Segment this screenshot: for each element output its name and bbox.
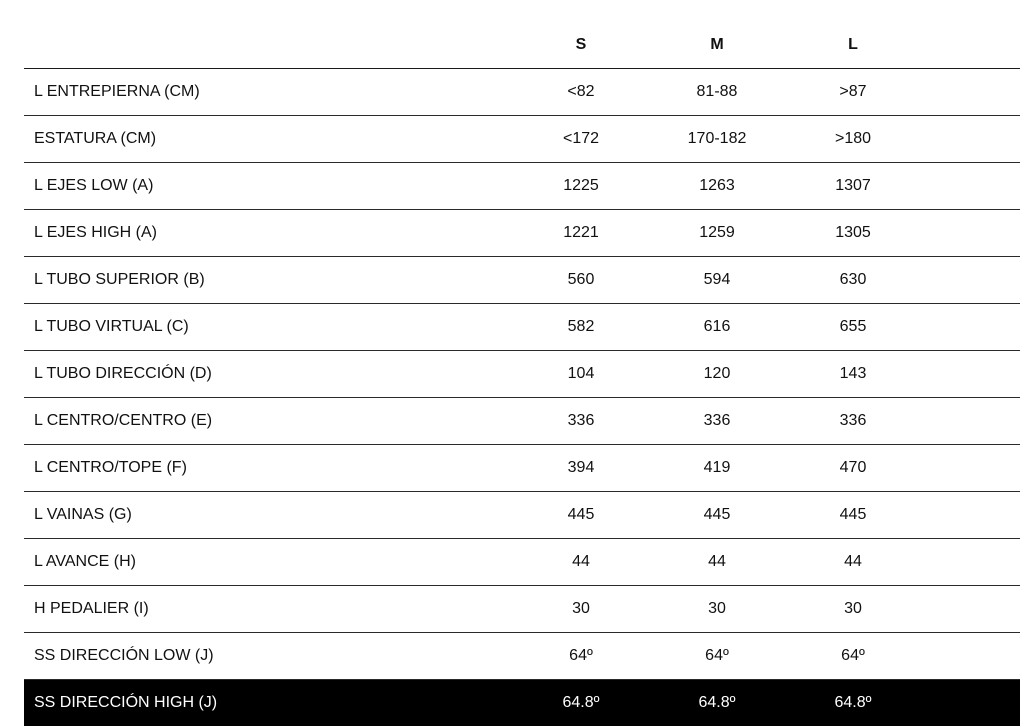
value-size-l: 470 <box>798 445 908 492</box>
value-size-l: 44 <box>798 539 908 586</box>
empty-cell <box>908 210 1020 257</box>
value-size-m: 445 <box>636 492 798 539</box>
value-size-l: 655 <box>798 304 908 351</box>
value-size-l: >180 <box>798 116 908 163</box>
value-size-s: 394 <box>526 445 636 492</box>
header-empty-column <box>908 22 1020 69</box>
value-size-s: <82 <box>526 69 636 116</box>
row-label: L CENTRO/TOPE (F) <box>24 445 526 492</box>
empty-cell <box>908 633 1020 680</box>
row-label: L ENTREPIERNA (CM) <box>24 69 526 116</box>
row-label: SS DIRECCIÓN HIGH (J) <box>24 680 526 727</box>
value-size-l: 30 <box>798 586 908 633</box>
table-row <box>24 210 1020 257</box>
table-row <box>24 163 1020 210</box>
value-size-m: 419 <box>636 445 798 492</box>
empty-cell <box>908 163 1020 210</box>
empty-cell <box>908 69 1020 116</box>
table-row <box>24 586 1020 633</box>
value-size-l: 64.8º <box>798 680 908 727</box>
geometry-table <box>24 22 1020 726</box>
header-label-column <box>24 22 526 69</box>
value-size-m: 1263 <box>636 163 798 210</box>
value-size-s: 1221 <box>526 210 636 257</box>
value-size-l: 336 <box>798 398 908 445</box>
value-size-m: 170-182 <box>636 116 798 163</box>
table-row <box>24 257 1020 304</box>
value-size-s: 445 <box>526 492 636 539</box>
empty-cell <box>908 257 1020 304</box>
row-label: L VAINAS (G) <box>24 492 526 539</box>
value-size-m: 120 <box>636 351 798 398</box>
value-size-s: 64.8º <box>526 680 636 727</box>
value-size-s: 104 <box>526 351 636 398</box>
empty-cell <box>908 539 1020 586</box>
table-row <box>24 116 1020 163</box>
value-size-s: 560 <box>526 257 636 304</box>
value-size-l: 1305 <box>798 210 908 257</box>
value-size-l: 1307 <box>798 163 908 210</box>
row-label: L TUBO VIRTUAL (C) <box>24 304 526 351</box>
value-size-l: 143 <box>798 351 908 398</box>
table-header <box>24 22 1020 69</box>
value-size-m: 30 <box>636 586 798 633</box>
empty-cell <box>908 680 1020 727</box>
table-row <box>24 304 1020 351</box>
empty-cell <box>908 351 1020 398</box>
value-size-l: >87 <box>798 69 908 116</box>
row-label: L TUBO DIRECCIÓN (D) <box>24 351 526 398</box>
value-size-m: 594 <box>636 257 798 304</box>
row-label: L CENTRO/CENTRO (E) <box>24 398 526 445</box>
row-label: L TUBO SUPERIOR (B) <box>24 257 526 304</box>
table-row-highlighted <box>24 680 1020 727</box>
empty-cell <box>908 116 1020 163</box>
empty-cell <box>908 398 1020 445</box>
value-size-m: 44 <box>636 539 798 586</box>
row-label: H PEDALIER (I) <box>24 586 526 633</box>
value-size-s: 582 <box>526 304 636 351</box>
header-size-m: M <box>636 22 798 69</box>
empty-cell <box>908 445 1020 492</box>
value-size-m: 81-88 <box>636 69 798 116</box>
value-size-m: 616 <box>636 304 798 351</box>
value-size-s: 44 <box>526 539 636 586</box>
row-label: SS DIRECCIÓN LOW (J) <box>24 633 526 680</box>
empty-cell <box>908 304 1020 351</box>
value-size-s: 30 <box>526 586 636 633</box>
row-label: L EJES LOW (A) <box>24 163 526 210</box>
value-size-m: 64.8º <box>636 680 798 727</box>
table-row <box>24 351 1020 398</box>
row-label: L EJES HIGH (A) <box>24 210 526 257</box>
header-size-l: L <box>798 22 908 69</box>
value-size-m: 1259 <box>636 210 798 257</box>
empty-cell <box>908 586 1020 633</box>
row-label: ESTATURA (CM) <box>24 116 526 163</box>
value-size-m: 64º <box>636 633 798 680</box>
table-row <box>24 398 1020 445</box>
table-row <box>24 445 1020 492</box>
value-size-s: 1225 <box>526 163 636 210</box>
table-row <box>24 69 1020 116</box>
header-row <box>24 22 1020 69</box>
table-row <box>24 633 1020 680</box>
value-size-l: 630 <box>798 257 908 304</box>
value-size-s: 336 <box>526 398 636 445</box>
table-row <box>24 539 1020 586</box>
empty-cell <box>908 492 1020 539</box>
value-size-l: 445 <box>798 492 908 539</box>
table-body <box>24 69 1020 727</box>
table-row <box>24 492 1020 539</box>
value-size-m: 336 <box>636 398 798 445</box>
header-size-s: S <box>526 22 636 69</box>
row-label: L AVANCE (H) <box>24 539 526 586</box>
value-size-s: <172 <box>526 116 636 163</box>
value-size-l: 64º <box>798 633 908 680</box>
value-size-s: 64º <box>526 633 636 680</box>
